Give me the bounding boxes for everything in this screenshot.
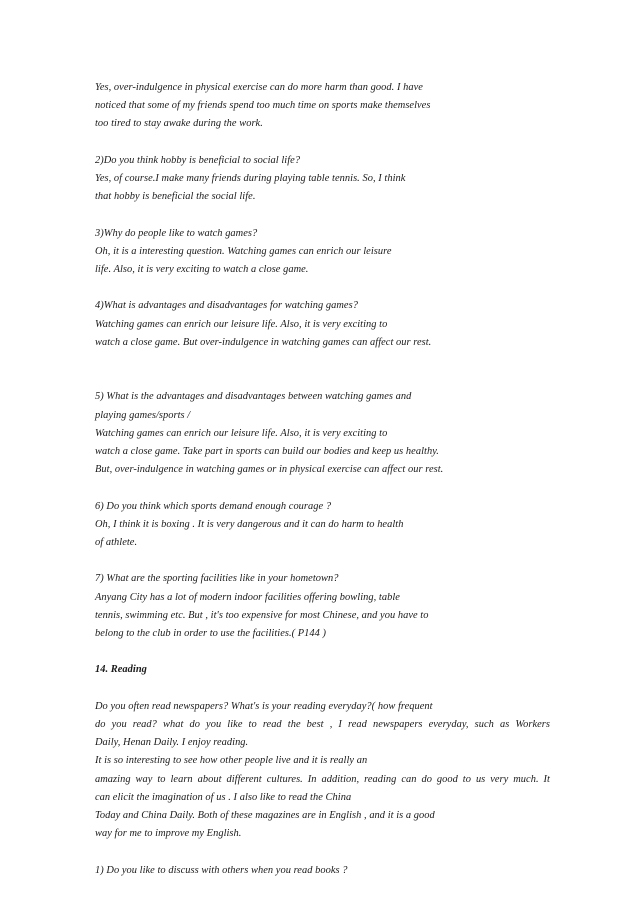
paragraph-spacer xyxy=(95,370,550,388)
answer-paragraph xyxy=(95,79,550,134)
question-line: 4)What is advantages and disadvantages for watching games? xyxy=(95,300,358,312)
paragraph-spacer xyxy=(95,206,550,224)
text-line: amazing way to learn about different cultures. In addition, reading can do good to us very much. It xyxy=(95,773,550,785)
text-line: tennis, swimming etc. But , it's too expensive for most Chinese, and you have to xyxy=(95,609,429,621)
text-line: Yes, over-indulgence in physical exercise can do more harm than good. I have xyxy=(95,82,423,93)
question-line: Do you often read newspapers? What's is your reading everyday?( how frequent xyxy=(95,700,433,712)
paragraph-spacer xyxy=(95,279,550,297)
text-line: can elicit the imagination of us . I also like to read the China xyxy=(95,791,352,803)
question-line: 3)Why do people like to watch games? xyxy=(95,227,258,239)
question-line: 1) Do you like to discuss with others when you read books ? xyxy=(95,864,348,876)
section-heading-block xyxy=(95,661,550,679)
question-line: playing games/sports / xyxy=(95,409,191,421)
document-body xyxy=(95,79,550,880)
text-line: too tired to stay awake during the work. xyxy=(95,118,263,130)
question-line: 5) What is the advantages and disadvantages between watching games and xyxy=(95,391,412,403)
text-line: way for me to improve my English. xyxy=(95,828,242,840)
paragraph-spacer xyxy=(95,843,550,861)
text-line: But, over-indulgence in watching games or in physical exercise can affect our rest. xyxy=(95,464,444,476)
question-5-block xyxy=(95,388,550,479)
paragraph-spacer xyxy=(95,479,550,497)
paragraph-spacer xyxy=(95,643,550,661)
text-line: Watching games can enrich our leisure life. Also, it is very exciting to xyxy=(95,318,388,330)
text-line: Today and China Daily. Both of these magazines are in English , and it is a good xyxy=(95,809,435,821)
text-line: It is so interesting to see how other people live and it is really an xyxy=(95,755,368,767)
text-line: watch a close game. Take part in sports can build our bodies and keep us healthy. xyxy=(95,445,439,457)
question-6-block xyxy=(95,498,550,553)
paragraph-spacer xyxy=(95,552,550,570)
text-line: life. Also, it is very exciting to watch a close game. xyxy=(95,264,309,275)
text-line: Oh, I think it is boxing . It is very dangerous and it can do harm to health xyxy=(95,518,404,530)
question-line: 6) Do you think which sports demand enough courage ? xyxy=(95,500,332,512)
question-4-block xyxy=(95,297,550,352)
question-3-block xyxy=(95,225,550,280)
text-line: that hobby is beneficial the social life. xyxy=(95,191,256,203)
text-line: Yes, of course.I make many friends during playing table tennis. So, I think xyxy=(95,173,406,184)
paragraph-spacer xyxy=(95,352,550,370)
text-line: of athlete. xyxy=(95,536,138,548)
paragraph-spacer xyxy=(95,680,550,698)
text-line: Oh, it is a interesting question. Watching games can enrich our leisure xyxy=(95,245,392,257)
section-heading: 14. Reading xyxy=(95,664,147,676)
question-2-block xyxy=(95,152,550,207)
text-line: belong to the club in order to use the facilities.( P144 ) xyxy=(95,627,327,639)
question-line: 7) What are the sporting facilities like in your hometown? xyxy=(95,573,339,585)
reading-question-1-block xyxy=(95,862,550,880)
question-line: 2)Do you think hobby is beneficial to social life? xyxy=(95,154,301,166)
text-line: noticed that some of my friends spend too much time on sports make themselves xyxy=(95,100,431,112)
text-line: Anyang City has a lot of modern indoor facilities offering bowling, table xyxy=(95,591,400,603)
text-line: watch a close game. But over-indulgence in watching games can affect our rest. xyxy=(95,336,432,348)
text-line: Watching games can enrich our leisure life. Also, it is very exciting to xyxy=(95,427,388,439)
text-line: do you read? what do you like to read the best , I read newspapers everyday, such as Workers xyxy=(95,718,550,730)
question-7-block xyxy=(95,570,550,643)
text-line: Daily, Henan Daily. I enjoy reading. xyxy=(95,737,249,749)
paragraph-spacer xyxy=(95,134,550,152)
reading-paragraph xyxy=(95,698,550,844)
